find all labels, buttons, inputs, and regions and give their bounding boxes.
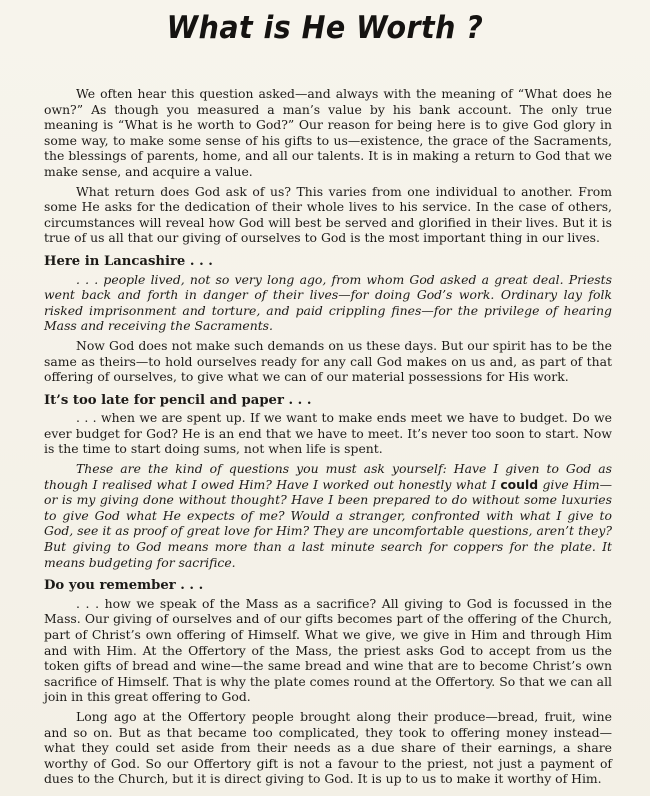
lancashire-italic-paragraph: . . . people lived, not so very long ago, from whom God asked a great deal. Priests went back and forth in danger of their lives—for doing God’s work. Ordinary lay folk risked imprisonment and torture, and paid crippling fines—for the privilege of hearing Mass and receiving the Sacraments. <box>44 271 612 334</box>
page-title: What is He Worth ? <box>166 10 484 46</box>
section-heading-pencil-paper: It’s too late for pencil and paper . . . <box>44 392 312 408</box>
article-body <box>44 86 612 791</box>
section-heading-lancashire: Here in Lancashire . . . <box>44 253 213 269</box>
questions-text-start: These are the kind of questions you must ask yourself: Have I given to God as though I realised what I owed Him? Have I worked out honestly what I <box>44 461 612 492</box>
could-emphasis: could <box>500 476 539 492</box>
questions-italic-paragraph <box>44 461 612 570</box>
pencil-paper-paragraph: . . . when we are spent up. If we want to make ends meet we have to budget. Do we ever budget for God? He is an end that we have to meet. It’s never too soon to start. Now is the time to start doing sums, not when life is spent. <box>44 410 612 457</box>
lancashire-paragraph: Now God does not make such demands on us these days. But our spirit has to be the same as theirs—to hold ourselves ready for any call God makes on us and, as part of that offering of ourselves, to give what we can of our material possessions for His work. <box>44 337 612 385</box>
section-heading-remember: Do you remember . . . <box>44 578 204 594</box>
questions-text-end: give Him—or is my giving done without thought? Have I been prepared to do without some luxuries to give God what He expects of me? Would a stranger, confronted with what I give to God, see it as proof of great love for Him? They are uncomfortable questions, aren’t they? But giving to God means more than a last minute search for coppers for the plate. It means budgeting for sacrifice. <box>44 476 612 570</box>
remember-paragraph-2: Long ago at the Offertory people brought along their produce—bread, fruit, wine and so on. But as that became too complicated, they took to offering money instead—what they could set aside from their needs as a due share of their earnings, a share worthy of God. So our Offertory gift is not a favour to the priest, not just a payment of dues to the Church, but it is direct giving to God. It is up to us to make it worthy of Him. <box>44 708 612 787</box>
remember-paragraph-1: . . . how we speak of the Mass as a sacrifice? All giving to God is focussed in the Mass. Our giving of ourselves and of our gifts becomes part of the offering of the Church, part of Christ’s own offering of Himself. What we give, we give in Him and through Him and with Him. At the Offertory of the Mass, the priest asks God to accept from us the token gifts of bread and wine—the same bread and wine that are to become Christ’s own sacrifice of Himself. That is why the plate comes round at the Offertory. So that we can all join in this great offering to God. <box>44 595 612 705</box>
intro-paragraph-1: We often hear this question asked—and always with the meaning of “What does he own?” As though you measured a man’s value by his bank account. The only true meaning is “What is he worth to God?” Our reason for being here is to give God glory in some way, to make some sense of his gifts to us—existence, the grace of the Sacraments, the blessings of parents, home, and all our talents. It is in making a return to God that we make sense, and acquire a value. <box>44 86 612 179</box>
intro-paragraph-2: What return does God ask of us? This varies from one individual to another. From some He asks for the dedication of their whole lives to his service. In the case of others, circumstances will reveal how God will best be served and glorified in their lives. But it is true of us all that our giving of ourselves to God is the most important thing in our lives. <box>44 183 612 246</box>
